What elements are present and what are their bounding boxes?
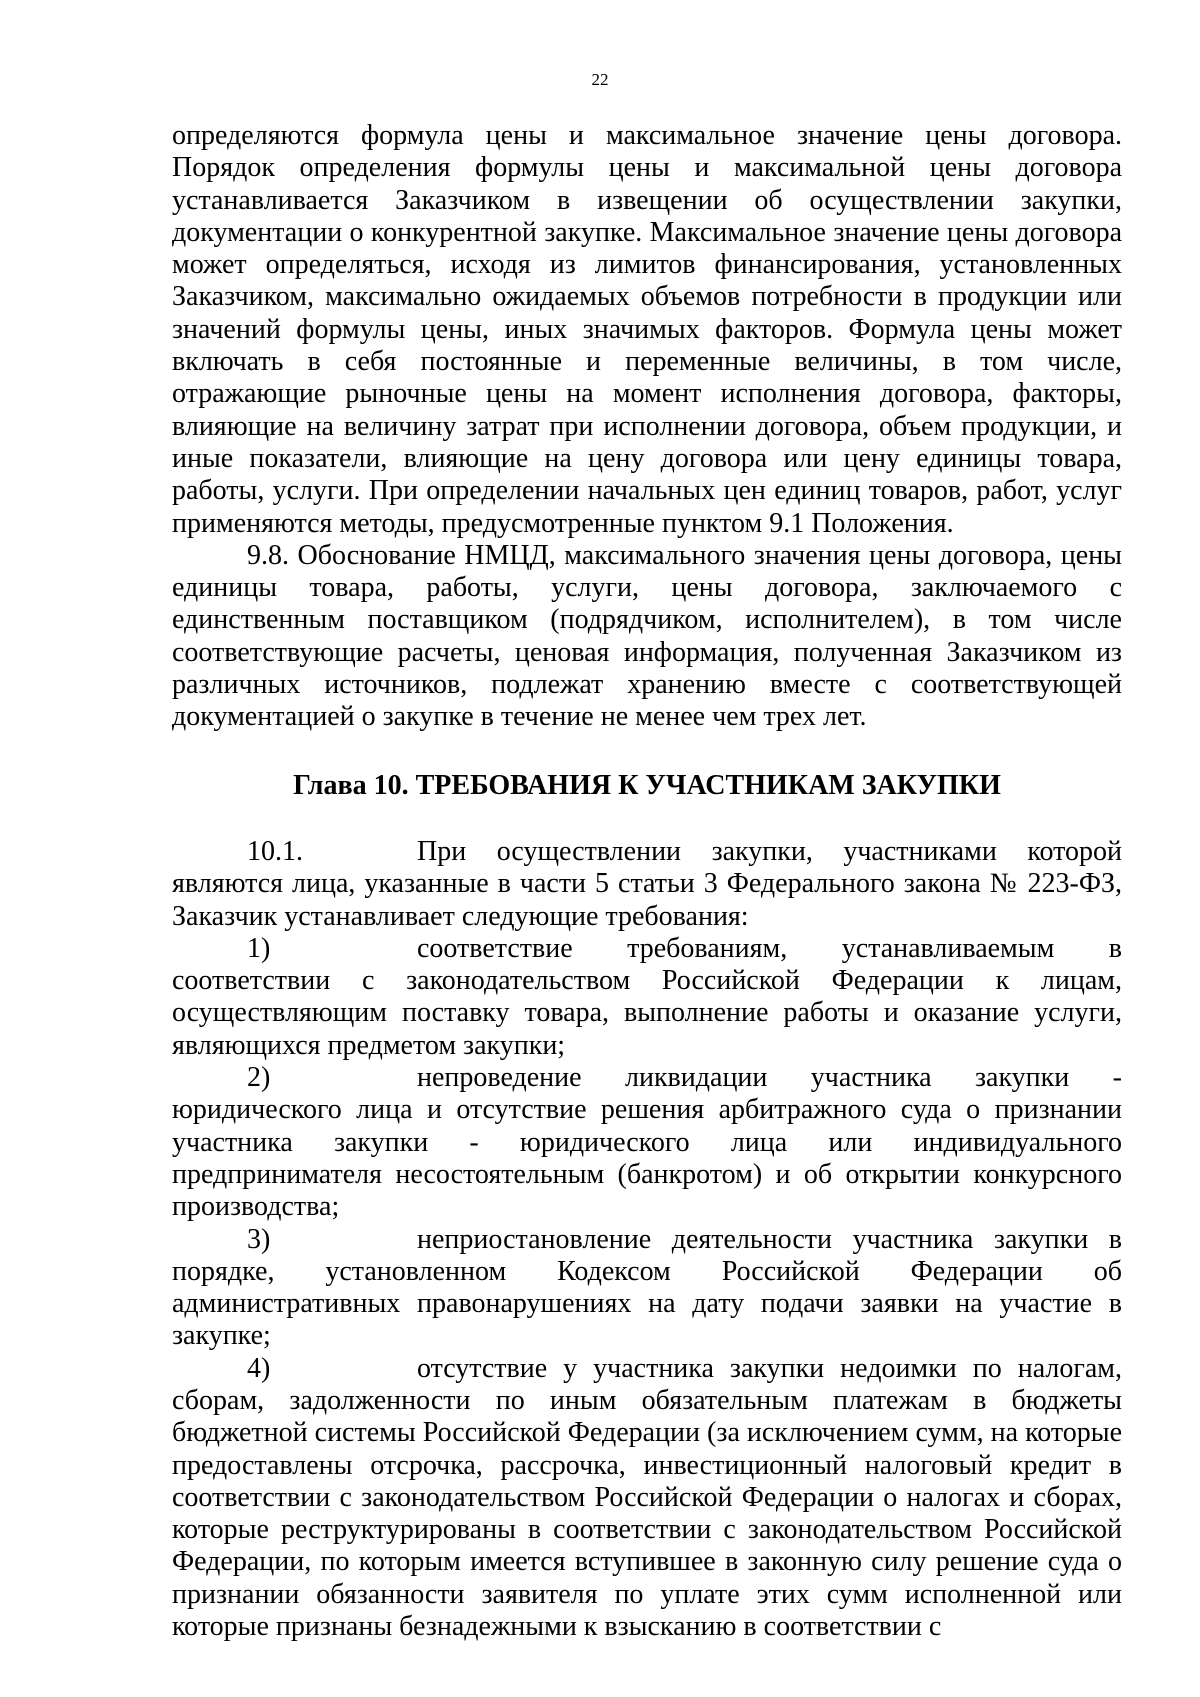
- chapter-title: Глава 10. ТРЕБОВАНИЯ К УЧАСТНИКАМ ЗАКУПКИ: [293, 769, 1001, 801]
- list-item-text: отсутствие у участника закупки недоимки по налогам, сборам, задолженности по иным обязательным платежам в бюджеты бюджетной системы Российской Федерации (за исключением сумм, на которые предоставлены отсрочка, рассрочка, инвестиционный налоговый кредит в соответствии с законодательством Российской Федерации о налогах и сборах, которые реструктурированы в соответствии с законодательством Российской Федерации, по которым имеется вступившее в законную силу решение суда о признании обязанности заявителя по уплате этих сумм исполненной или которые признаны безнадежными к взысканию в соответствии с: [172, 1352, 1122, 1643]
- paragraph-9-8: 9.8. Обоснование НМЦД, максимального значения цены договора, цены единицы товара, работы, услуги, цены договора, заключаемого с единственным поставщиком (подрядчиком, исполнителем), в том числе соответствующие расчеты, ценовая информация, полученная Заказчиком из различных источников, подлежат хранению вместе с соответствующей документацией о закупке в течение не менее чем трех лет.: [172, 539, 1122, 733]
- list-item-number: 1): [247, 932, 271, 964]
- list-item-text: непроведение ликвидации участника закупки - юридического лица и отсутствие решения арбитражного суда о признании участника закупки - юридического лица или индивидуального предпринимателя несостоятельным (банкротом) и об открытии конкурсного производства;: [172, 1062, 1122, 1223]
- list-item: [172, 933, 1122, 1062]
- paragraph-price-formula: определяются формула цены и максимальное значение цены договора. Порядок определения формулы цены и максимальной цены договора устанавливается Заказчиком в извещении об осуществлении закупки, документации о конкурентной закупке. Максимальное значение цены договора может определяться, исходя из лимитов финансирования, установленных Заказчиком, максимально ожидаемых объемов потребности в продукции или значений формулы цены, иных значимых факторов. Формула цены может включать в себя постоянные и переменные величины, в том числе, отражающие рыночные цены на момент исполнения договора, факторы, влияющие на величину затрат при исполнении договора, объем продукции, и иные показатели, влияющие на цену договора или цену единицы товара, работы, услуги. При определении начальных цен единиц товаров, работ, услуг применяются методы, предусмотренные пунктом 9.1 Положения.: [172, 120, 1122, 539]
- clause-text: При осуществлении закупки, участниками которой являются лица, указанные в части 5 статьи 3 Федерального закона № 223-ФЗ, Заказчик устанавливает следующие требования:: [172, 835, 1122, 932]
- list-item-text: неприостановление деятельности участника закупки в порядке, установленном Кодексом Российской Федерации об административных правонарушениях на дату подачи заявки на участие в закупке;: [172, 1223, 1122, 1352]
- list-item: [172, 1062, 1122, 1223]
- list-item: [172, 1224, 1122, 1353]
- paragraph-10-1: [172, 836, 1122, 933]
- list-item-number: 3): [247, 1223, 271, 1255]
- list-item-number: 2): [247, 1062, 271, 1094]
- list-item: [172, 1353, 1122, 1644]
- document-body: [172, 120, 1122, 1643]
- clause-number: 10.1.: [247, 835, 303, 867]
- page-number: 22: [591, 70, 609, 89]
- list-item-text: соответствие требованиям, устанавливаемым в соответствии с законодательством Российской Федерации к лицам, осуществляющим поставку товара, выполнение работы и оказание услуги, являющихся предметом закупки;: [172, 932, 1122, 1061]
- list-item-number: 4): [247, 1352, 271, 1384]
